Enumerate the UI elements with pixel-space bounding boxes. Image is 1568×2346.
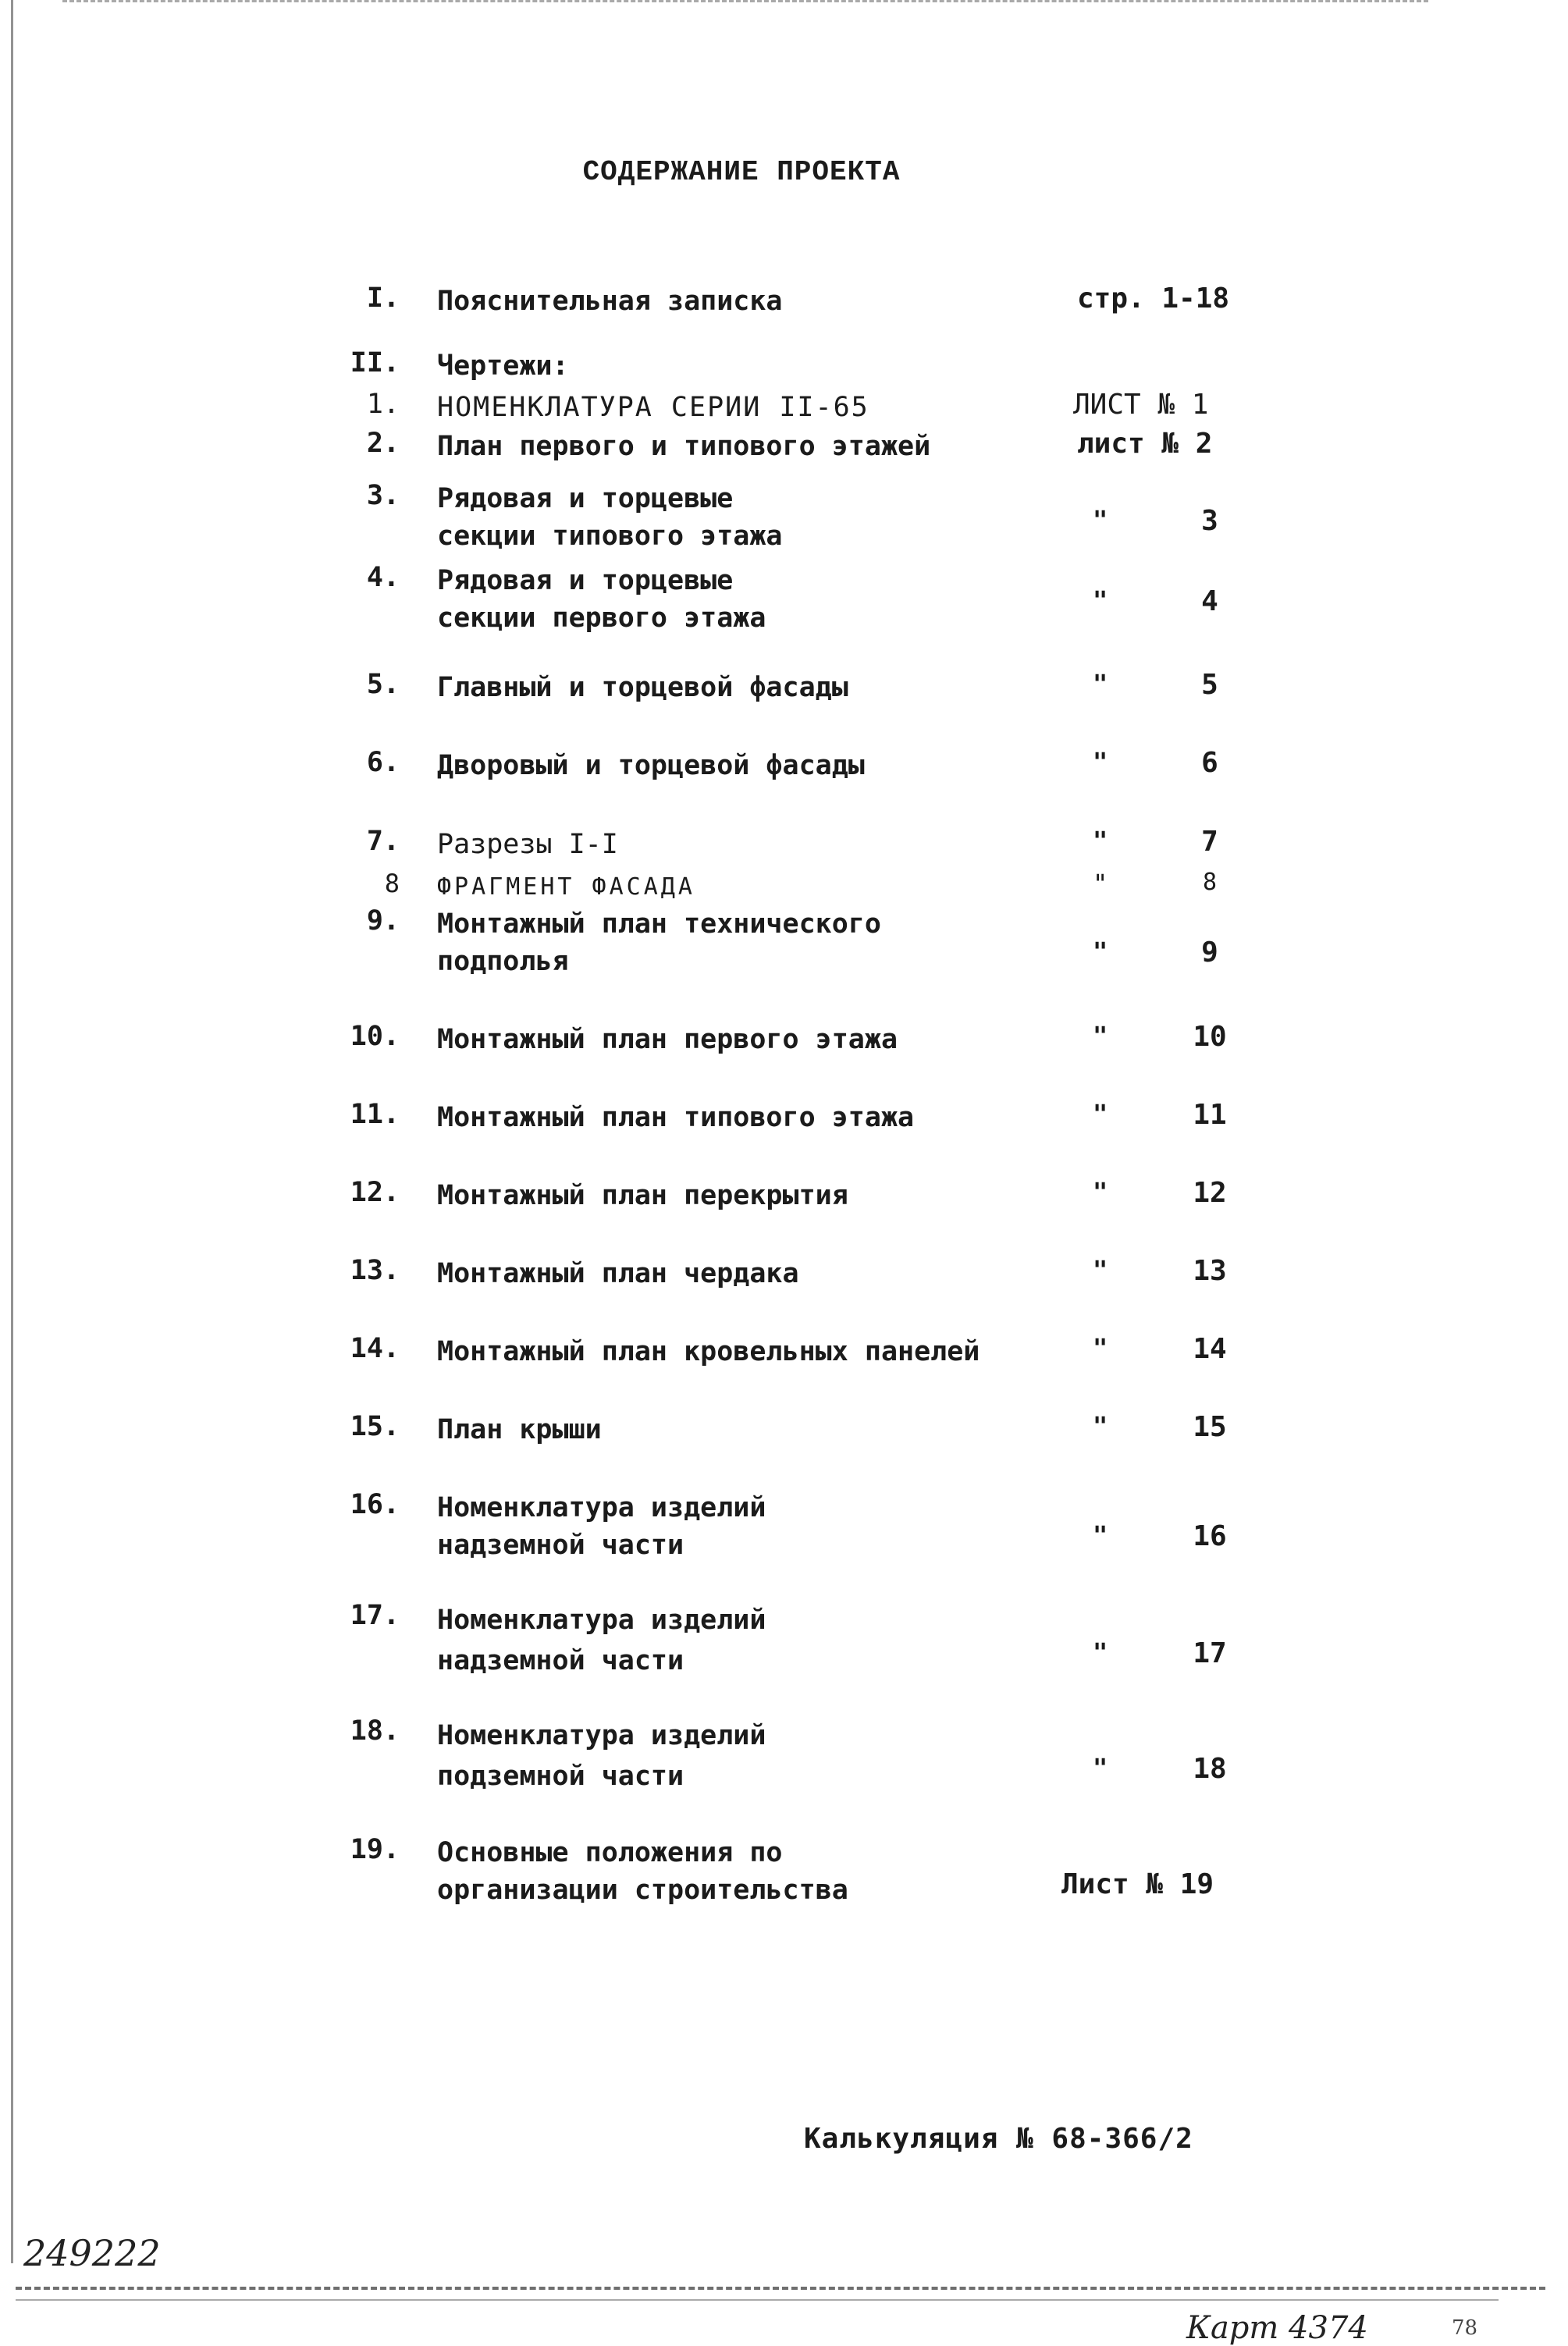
ditto-mark: " bbox=[1093, 937, 1108, 966]
ditto-mark: " bbox=[1093, 747, 1108, 777]
entry-ref-value: 4 bbox=[1201, 585, 1218, 617]
ditto-mark: " bbox=[1093, 669, 1108, 698]
entry-ref-value: Лист № 19 bbox=[1061, 1868, 1214, 1900]
entry-text: План крыши bbox=[437, 1414, 602, 1445]
entry-number: 1. bbox=[366, 389, 400, 420]
document-title: СОДЕРЖАНИЕ ПРОЕКТА bbox=[582, 156, 901, 188]
entry-text: Монтажный план кровельных панелей bbox=[437, 1336, 980, 1367]
ditto-mark: " bbox=[1093, 1637, 1108, 1667]
entry-number: II. bbox=[350, 347, 400, 379]
entry-ref-value: 9 bbox=[1201, 937, 1218, 969]
entry-ref-value: 14 bbox=[1193, 1333, 1227, 1365]
entry-ref-value: 5 bbox=[1201, 669, 1218, 701]
entry-page-ref bbox=[1061, 1868, 1257, 1900]
entry-text: Монтажный план перекрытия bbox=[437, 1180, 848, 1211]
ditto-mark: " bbox=[1093, 826, 1108, 855]
entry-ref-value: 15 bbox=[1193, 1411, 1227, 1443]
entry-ref-value: 17 bbox=[1193, 1637, 1227, 1669]
entry-number: 5. bbox=[366, 669, 400, 700]
entry-number: 10. bbox=[350, 1021, 400, 1052]
entry-ref-value: 10 bbox=[1193, 1021, 1227, 1053]
entry-number: 19. bbox=[350, 1834, 400, 1865]
ditto-mark: " bbox=[1093, 1520, 1108, 1550]
entry-text: ФРАГМЕНТ ФАСАДА bbox=[437, 873, 695, 901]
ditto-mark: " bbox=[1093, 1753, 1108, 1783]
entry-number: 14. bbox=[350, 1333, 400, 1364]
entry-number: 12. bbox=[350, 1177, 400, 1208]
entry-number: 2. bbox=[366, 428, 400, 459]
entry-text: Монтажный план технического подполья bbox=[437, 908, 881, 977]
scan-top-artifact bbox=[62, 0, 1428, 9]
ditto-mark: " bbox=[1093, 505, 1108, 535]
entry-text: Номенклатура изделий надземной части bbox=[437, 1605, 766, 1676]
ditto-mark: " bbox=[1093, 869, 1108, 898]
ditto-mark: " bbox=[1093, 1255, 1108, 1285]
handwritten-inventory-number: 249222 bbox=[23, 2232, 161, 2274]
corner-mark: 78 bbox=[1452, 2316, 1478, 2340]
entry-number: 4. bbox=[366, 562, 400, 593]
entry-number: 8 bbox=[384, 869, 400, 898]
entry-ref-value: ЛИСТ № 1 bbox=[1073, 389, 1209, 421]
entry-ref-value: 6 bbox=[1201, 747, 1218, 779]
entry-text: Чертежи: bbox=[437, 350, 569, 382]
ditto-mark: " bbox=[1093, 1411, 1108, 1441]
handwritten-card-number: Карт 4374 bbox=[1186, 2310, 1368, 2346]
entry-ref-value: 16 bbox=[1193, 1520, 1227, 1552]
entry-text: Номенклатура изделий подземной части bbox=[437, 1720, 766, 1792]
entry-number: 13. bbox=[350, 1255, 400, 1286]
entry-text: План первого и типового этажей bbox=[437, 431, 931, 462]
ditto-mark: " bbox=[1093, 1333, 1108, 1363]
entry-text: Дворовый и торцевой фасады bbox=[437, 750, 865, 781]
entry-ref-value: лист № 2 bbox=[1077, 428, 1213, 460]
entry-text: НОМЕНКЛАТУРА СЕРИИ II-65 bbox=[437, 392, 869, 423]
entry-number: 11. bbox=[350, 1099, 400, 1130]
entry-number: 7. bbox=[366, 826, 400, 857]
ditto-mark: " bbox=[1093, 1021, 1108, 1050]
entry-ref-value: стр. 1-18 bbox=[1077, 283, 1230, 315]
ditto-mark: " bbox=[1093, 1177, 1108, 1207]
entry-page-ref bbox=[1077, 283, 1272, 315]
entry-number: 16. bbox=[350, 1489, 400, 1520]
entry-text: Главный и торцевой фасады bbox=[437, 672, 848, 703]
entry-text: Монтажный план типового этажа bbox=[437, 1102, 915, 1133]
entry-number: 3. bbox=[366, 480, 400, 511]
entry-text: Разрезы I-I bbox=[437, 829, 618, 860]
ditto-mark: " bbox=[1093, 1099, 1108, 1129]
entry-ref-value: 18 bbox=[1193, 1753, 1227, 1785]
entry-text: Номенклатура изделий надземной части bbox=[437, 1492, 766, 1561]
entry-ref-value: 7 bbox=[1201, 826, 1218, 858]
entry-number: I. bbox=[366, 283, 400, 314]
entry-number: 18. bbox=[350, 1715, 400, 1747]
entry-text: Пояснительная записка bbox=[437, 286, 783, 317]
entry-text: Рядовая и торцевые секции типового этажа bbox=[437, 483, 783, 552]
entry-text: Основные положения по организации строительства bbox=[437, 1837, 848, 1906]
entry-ref-value: 13 bbox=[1193, 1255, 1227, 1287]
entry-page-ref bbox=[1077, 428, 1272, 460]
entry-ref-value: 3 bbox=[1201, 505, 1218, 537]
entry-number: 6. bbox=[366, 747, 400, 778]
entry-text: Монтажный план первого этажа bbox=[437, 1024, 898, 1055]
ditto-mark: " bbox=[1093, 585, 1108, 615]
entry-number: 15. bbox=[350, 1411, 400, 1442]
bottom-border-line bbox=[16, 2299, 1499, 2301]
entry-number: 17. bbox=[350, 1600, 400, 1631]
bottom-border-line bbox=[16, 2287, 1545, 2290]
entry-ref-value: 11 bbox=[1193, 1099, 1227, 1131]
scan-edge bbox=[11, 0, 13, 2263]
entry-text: Рядовая и торцевые секции первого этажа bbox=[437, 565, 766, 634]
entry-text: Монтажный план чердака bbox=[437, 1258, 799, 1289]
entry-ref-value: 8 bbox=[1202, 869, 1218, 896]
entry-page-ref bbox=[1073, 389, 1268, 421]
entry-ref-value: 12 bbox=[1193, 1177, 1227, 1209]
calculation-number: Калькуляция № 68-366/2 bbox=[804, 2123, 1193, 2155]
entry-number: 9. bbox=[366, 905, 400, 937]
